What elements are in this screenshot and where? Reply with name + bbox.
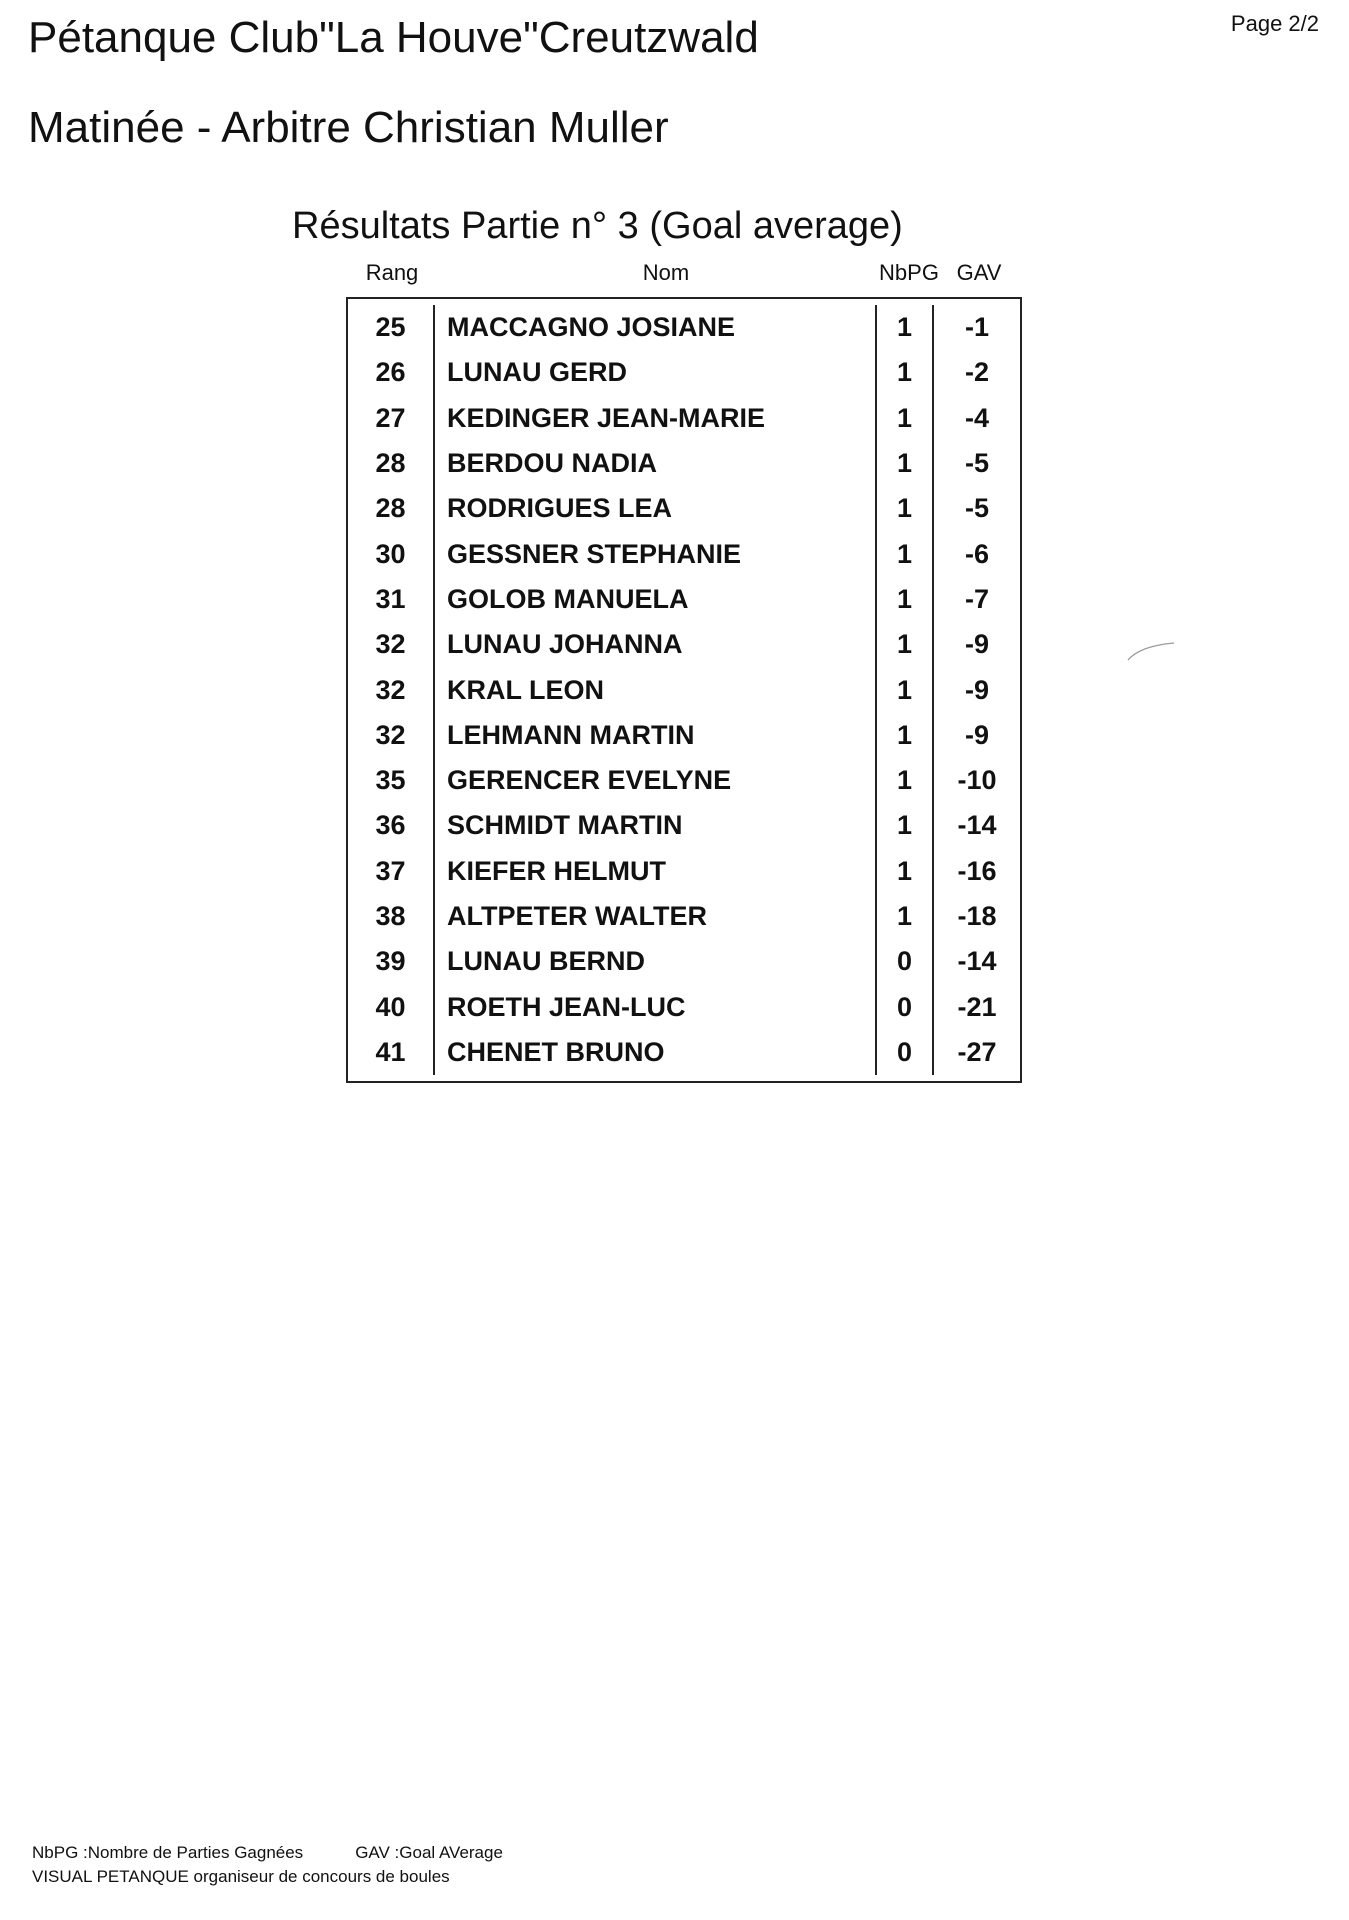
goal-average-cell: -9: [964, 674, 989, 705]
wins-cell: 1: [877, 486, 934, 531]
wins-cell: 1: [877, 894, 934, 939]
name-cell: KEDINGER JEAN-MARIE: [435, 396, 877, 441]
rank-cell: 36: [348, 803, 435, 848]
goal-average-cell: -9: [964, 629, 989, 660]
goal-average-cell: -6: [964, 538, 989, 569]
table-row: [348, 894, 1020, 939]
nbpg-legend: NbPG :Nombre de Parties Gagnées: [32, 1843, 304, 1862]
table-row: [348, 577, 1020, 622]
rank-cell: 26: [348, 350, 435, 395]
scan-mark: [1126, 640, 1176, 662]
rank-cell: 27: [348, 396, 435, 441]
goal-average-cell: -2: [964, 357, 989, 388]
name-cell: KIEFER HELMUT: [435, 849, 877, 894]
table-row: [348, 305, 1020, 350]
table-row: [348, 803, 1020, 848]
name-cell: LUNAU JOHANNA: [435, 622, 877, 667]
wins-cell: 1: [877, 849, 934, 894]
name-cell: CHENET BRUNO: [435, 1030, 877, 1075]
goal-average-cell: -10: [957, 765, 997, 796]
goal-average-cell: -5: [964, 493, 989, 524]
wins-cell: 1: [877, 577, 934, 622]
column-headers: [346, 258, 1022, 288]
table-row: [348, 849, 1020, 894]
name-cell: KRAL LEON: [435, 667, 877, 712]
rank-cell: 41: [348, 1030, 435, 1075]
goal-average-cell: -18: [957, 901, 997, 931]
table-row: [348, 622, 1020, 667]
rank-cell: 40: [348, 984, 435, 1029]
name-cell: LEHMANN MARTIN: [435, 713, 877, 758]
name-cell: LUNAU GERD: [435, 350, 877, 395]
table-row: [348, 396, 1020, 441]
rank-cell: 39: [348, 939, 435, 984]
goal-average-cell: -16: [957, 855, 997, 886]
name-cell: ROETH JEAN-LUC: [435, 984, 877, 1029]
wins-cell: 1: [877, 622, 934, 667]
name-cell: RODRIGUES LEA: [435, 486, 877, 531]
rank-cell: 28: [348, 486, 435, 531]
wins-cell: 0: [877, 939, 934, 984]
session-title: Matinée - Arbitre Christian Muller: [28, 103, 669, 152]
rank-cell: 35: [348, 758, 435, 803]
rank-cell: 32: [348, 622, 435, 667]
wins-cell: 1: [877, 667, 934, 712]
table-row: [348, 984, 1020, 1029]
wins-cell: 1: [877, 396, 934, 441]
name-cell: ALTPETER WALTER: [435, 894, 877, 939]
column-header-nom: Nom: [642, 260, 690, 285]
wins-cell: 1: [877, 350, 934, 395]
goal-average-cell: -27: [957, 1036, 997, 1067]
table-row: [348, 441, 1020, 486]
rank-cell: 38: [348, 894, 435, 939]
goal-average-cell: -14: [957, 810, 997, 841]
column-header-nbpg: NbPG: [879, 260, 939, 285]
goal-average-cell: -7: [964, 583, 989, 614]
results-title: Résultats Partie n° 3 (Goal average): [292, 205, 903, 247]
table-row: [348, 667, 1020, 712]
name-cell: GOLOB MANUELA: [435, 577, 877, 622]
name-cell: LUNAU BERND: [435, 939, 877, 984]
rank-cell: 28: [348, 441, 435, 486]
rank-cell: 32: [348, 713, 435, 758]
wins-cell: 1: [877, 531, 934, 576]
wins-cell: 0: [877, 984, 934, 1029]
rank-cell: 30: [348, 531, 435, 576]
goal-average-cell: -21: [957, 991, 997, 1022]
wins-cell: 1: [877, 305, 934, 350]
table-row: [348, 1030, 1020, 1075]
name-cell: GERENCER EVELYNE: [435, 758, 877, 803]
wins-cell: 1: [877, 441, 934, 486]
results-table: [346, 297, 1022, 1083]
rank-cell: 32: [348, 667, 435, 712]
name-cell: BERDOU NADIA: [435, 441, 877, 486]
gav-legend: GAV :Goal AVerage: [355, 1843, 503, 1862]
footer-legend: [32, 1842, 503, 1864]
column-header-rang: Rang: [365, 260, 419, 285]
club-title: Pétanque Club"La Houve"Creutzwald: [28, 13, 759, 62]
goal-average-cell: -14: [957, 946, 997, 977]
rank-cell: 37: [348, 849, 435, 894]
goal-average-cell: -1: [964, 312, 989, 343]
table-row: [348, 713, 1020, 758]
wins-cell: 1: [877, 803, 934, 848]
wins-cell: 0: [877, 1030, 934, 1075]
goal-average-cell: -5: [964, 448, 989, 479]
goal-average-cell: -4: [964, 402, 989, 433]
column-header-gav: GAV: [956, 260, 1002, 285]
goal-average-cell: -9: [964, 719, 989, 750]
table-row: [348, 486, 1020, 531]
name-cell: GESSNER STEPHANIE: [435, 531, 877, 576]
page-number: Page 2/2: [1230, 11, 1319, 36]
table-row: [348, 531, 1020, 576]
wins-cell: 1: [877, 713, 934, 758]
rank-cell: 25: [348, 305, 435, 350]
table-row: [348, 350, 1020, 395]
wins-cell: 1: [877, 758, 934, 803]
table-row: [348, 758, 1020, 803]
name-cell: MACCAGNO JOSIANE: [435, 305, 877, 350]
rank-cell: 31: [348, 577, 435, 622]
name-cell: SCHMIDT MARTIN: [435, 803, 877, 848]
footer-credit: VISUAL PETANQUE organiseur de concours de boules: [32, 1867, 450, 1886]
table-row: [348, 939, 1020, 984]
